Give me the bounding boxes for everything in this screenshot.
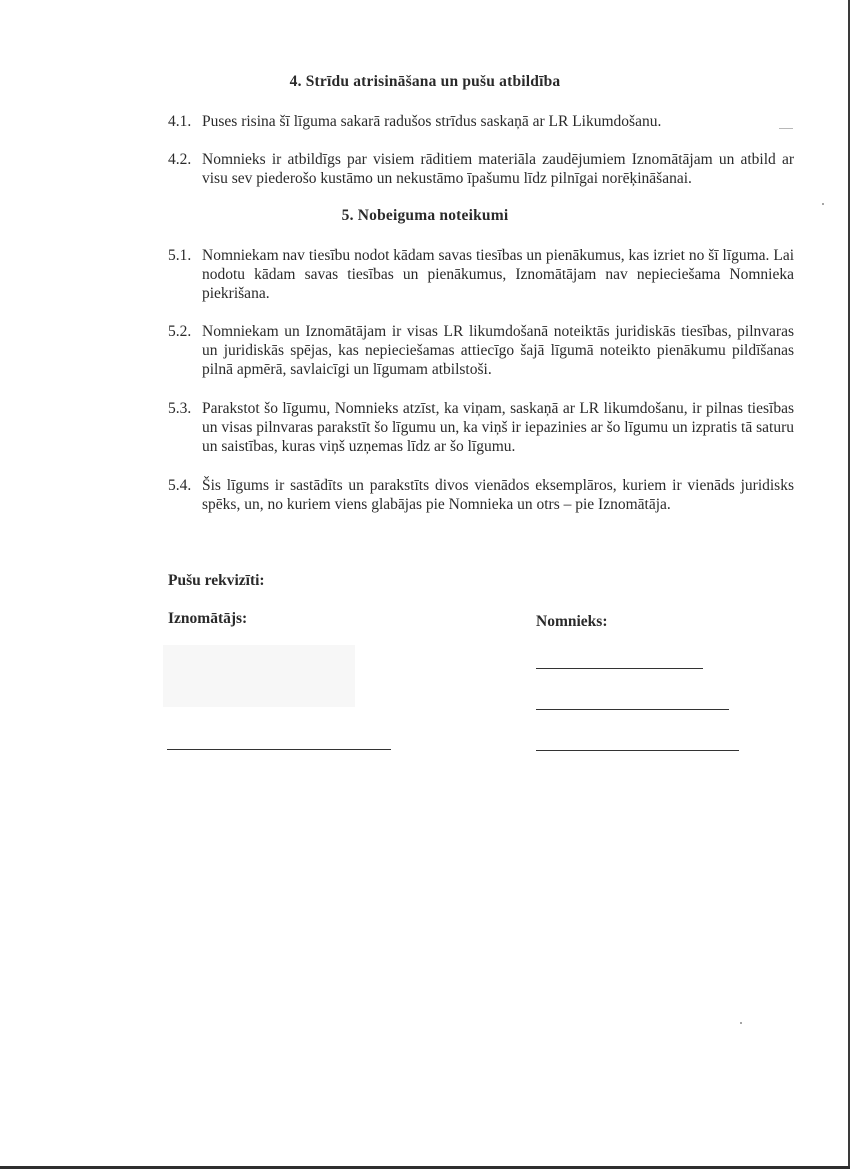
clause-4-1	[168, 112, 794, 131]
clause-number: 5.2.	[168, 323, 192, 340]
requisites-heading: Pušu rekvizīti:	[168, 572, 265, 589]
clause-text: Nomniekam un Iznomātājam ir visas LR likumdošanā noteiktās juridiskās tiesības, pilnvaras un juridiskās spējas, kas nepieciešamas attiecīgo šajā līgumā noteikto pienākumu pildīšanas pilnā apmērā, savlaicīgi un līgumam atbilstoši.	[202, 323, 794, 378]
clause-number: 5.1.	[168, 247, 192, 264]
clause-number: 4.2.	[168, 151, 192, 168]
lessor-label: Iznomātājs:	[168, 610, 248, 627]
clause-number: 5.4.	[168, 477, 192, 494]
clause-text: Puses risina šī līguma sakarā radušos strīdus saskaņā ar LR Likumdošanu.	[202, 113, 662, 130]
clause-5-2	[168, 322, 794, 379]
lessee-signature-line	[536, 750, 739, 751]
redacted-area-lessor-details	[163, 645, 355, 707]
lessor-signature-line	[167, 749, 391, 750]
clause-text: Šis līgums ir sastādīts un parakstīts divos vienādos eksemplāros, kuriem ir vienāds juridisks spēks, un, no kuriem viens glabājas pie Nomnieka un otrs – pie Iznomātāja.	[202, 477, 794, 513]
section-4-title: 4. Strīdu atrisināšana un pušu atbildība	[289, 73, 561, 90]
clause-number: 4.1.	[168, 113, 192, 130]
clause-4-2	[168, 150, 794, 188]
clause-text: Parakstot šo līgumu, Nomnieks atzīst, ka viņam, saskaņā ar LR likumdošanu, ir pilnas tiesības un visas pilnvaras parakstīt šo līgumu un, ka viņš ir iepazinies ar šo līgumu un izpratis tā saturu un saistības, kuras viņš uzņemas līdz ar šo līgumu.	[202, 400, 794, 455]
scan-speck	[740, 1022, 742, 1024]
lessee-label: Nomnieks:	[536, 613, 608, 630]
section-5-title: 5. Nobeiguma noteikumi	[341, 207, 509, 224]
clause-text: Nomnieks ir atbildīgs par visiem rāditiem materiāla zaudējumiem Iznomātājam un atbild ar visu sev piederošo kustāmo un nekustāmo īpašumu līdz pilnīgai norēķināšanai.	[202, 151, 794, 187]
clause-5-1	[168, 246, 794, 303]
clause-number: 5.3.	[168, 400, 192, 417]
scan-mark	[779, 128, 793, 129]
clause-5-4	[168, 476, 794, 514]
redacted-area-left	[0, 655, 60, 715]
lessee-line-2	[536, 709, 729, 710]
clause-5-3	[168, 399, 794, 456]
scan-speck	[822, 203, 824, 205]
lessee-line-1	[536, 668, 703, 669]
clause-text: Nomniekam nav tiesību nodot kādam savas tiesības un pienākumus, kas izriet no šī līguma. Lai nodotu kādam savas tiesības un pienākumus, Iznomātājam nav nepieciešama Nomnieka piekrišana.	[202, 247, 794, 302]
